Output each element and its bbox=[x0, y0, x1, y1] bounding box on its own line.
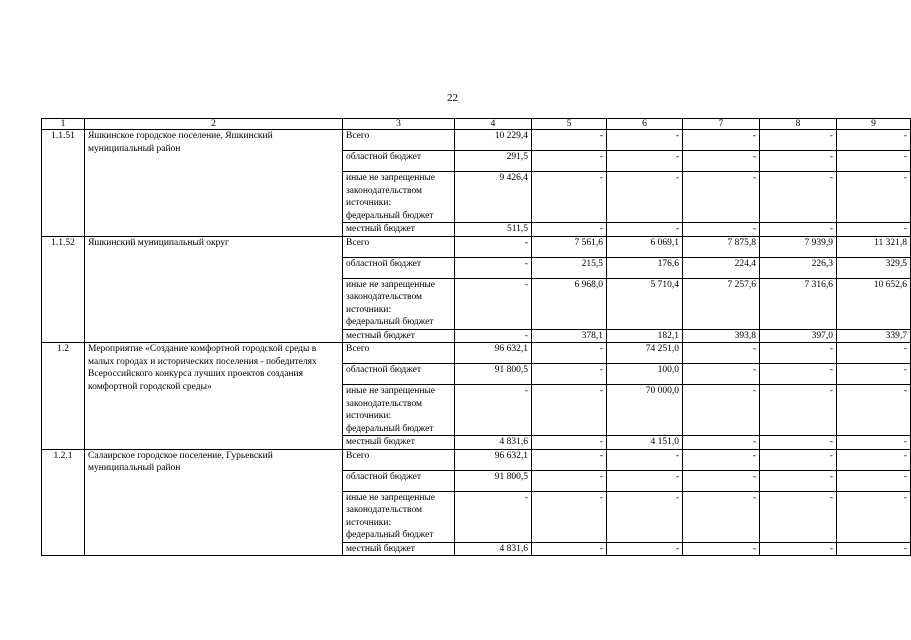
federal-budget-value: 7 316,6 bbox=[760, 278, 837, 329]
other-sources-cell bbox=[343, 491, 455, 542]
table-row bbox=[42, 449, 911, 470]
column-header: 8 bbox=[760, 119, 837, 130]
local-budget-value: - bbox=[455, 329, 532, 343]
total-value: - bbox=[837, 130, 911, 151]
regional-budget-value: - bbox=[532, 470, 607, 491]
total-label: Всего bbox=[343, 343, 455, 364]
federal-budget-value: - bbox=[760, 385, 837, 436]
regional-budget-value: - bbox=[683, 151, 760, 172]
total-label: Всего bbox=[343, 130, 455, 151]
regional-budget-value: - bbox=[607, 151, 683, 172]
total-value: - bbox=[760, 343, 837, 364]
local-budget-value: 378,1 bbox=[532, 329, 607, 343]
regional-budget-value: - bbox=[760, 364, 837, 385]
regional-budget-label: областной бюджет bbox=[343, 364, 455, 385]
local-budget-value: 182,1 bbox=[607, 329, 683, 343]
total-label: Всего bbox=[343, 449, 455, 470]
column-header: 9 bbox=[837, 119, 911, 130]
local-budget-value: - bbox=[683, 542, 760, 556]
regional-budget-value: 91 800,5 bbox=[455, 470, 532, 491]
header-row bbox=[42, 119, 911, 130]
local-budget-value: - bbox=[683, 436, 760, 450]
local-budget-label: местный бюджет bbox=[343, 329, 455, 343]
total-value: - bbox=[532, 343, 607, 364]
total-value: - bbox=[683, 449, 760, 470]
regional-budget-value: - bbox=[683, 364, 760, 385]
local-budget-value: - bbox=[607, 223, 683, 237]
other-sources-cell bbox=[343, 385, 455, 436]
regional-budget-value: 176,6 bbox=[607, 257, 683, 278]
local-budget-value: - bbox=[760, 542, 837, 556]
regional-budget-value: - bbox=[837, 151, 911, 172]
local-budget-value: - bbox=[532, 542, 607, 556]
federal-budget-value: - bbox=[683, 491, 760, 542]
federal-budget-label: федеральный бюджет bbox=[346, 210, 434, 221]
regional-budget-value: 224,4 bbox=[683, 257, 760, 278]
row-name: Салаирское городское поселение, Гурьевский муниципальный район bbox=[85, 449, 343, 556]
total-value: - bbox=[455, 236, 532, 257]
column-header: 4 bbox=[455, 119, 532, 130]
regional-budget-label: областной бюджет bbox=[343, 151, 455, 172]
regional-budget-value: 329,5 bbox=[837, 257, 911, 278]
federal-budget-label: федеральный бюджет bbox=[346, 423, 434, 434]
local-budget-label: местный бюджет bbox=[343, 223, 455, 237]
local-budget-value: 4 831,6 bbox=[455, 436, 532, 450]
total-value: 74 251,0 bbox=[607, 343, 683, 364]
row-name: Яшкинский муниципальный округ bbox=[85, 236, 343, 343]
table-row bbox=[42, 343, 911, 364]
local-budget-value: 4 151,0 bbox=[607, 436, 683, 450]
row-name: Яшкинское городское поселение, Яшкинский муниципальный район bbox=[85, 130, 343, 237]
regional-budget-value: - bbox=[760, 151, 837, 172]
total-label: Всего bbox=[343, 236, 455, 257]
federal-budget-value: - bbox=[455, 385, 532, 436]
column-header: 3 bbox=[343, 119, 455, 130]
federal-budget-value: - bbox=[455, 278, 532, 329]
row-code: 1.2.1 bbox=[42, 449, 85, 556]
local-budget-value: - bbox=[532, 223, 607, 237]
regional-budget-value: - bbox=[455, 257, 532, 278]
federal-budget-value: - bbox=[837, 491, 911, 542]
total-value: 96 632,1 bbox=[455, 343, 532, 364]
total-value: - bbox=[607, 449, 683, 470]
federal-budget-value: 10 652,6 bbox=[837, 278, 911, 329]
regional-budget-value: - bbox=[532, 364, 607, 385]
total-value: 10 229,4 bbox=[455, 130, 532, 151]
regional-budget-value: 215,5 bbox=[532, 257, 607, 278]
federal-budget-value: - bbox=[760, 491, 837, 542]
local-budget-value: - bbox=[837, 542, 911, 556]
regional-budget-value: 226,3 bbox=[760, 257, 837, 278]
federal-budget-value: 5 710,4 bbox=[607, 278, 683, 329]
total-value: 7 561,6 bbox=[532, 236, 607, 257]
regional-budget-value: - bbox=[837, 470, 911, 491]
federal-budget-label: федеральный бюджет bbox=[346, 530, 434, 540]
regional-budget-value: - bbox=[837, 364, 911, 385]
table-row bbox=[42, 130, 911, 151]
other-sources-label: иные не запрещенные законодательством источники: bbox=[346, 386, 436, 421]
regional-budget-value: - bbox=[760, 470, 837, 491]
federal-budget-value: - bbox=[837, 385, 911, 436]
row-code: 1.1.52 bbox=[42, 236, 85, 343]
local-budget-value: 511,5 bbox=[455, 223, 532, 237]
local-budget-value: - bbox=[607, 542, 683, 556]
page-number: 22 bbox=[447, 92, 458, 104]
regional-budget-label: областной бюджет bbox=[343, 470, 455, 491]
total-value: - bbox=[837, 449, 911, 470]
column-header: 6 bbox=[607, 119, 683, 130]
local-budget-value: 4 831,6 bbox=[455, 542, 532, 556]
other-sources-label: иные не запрещенные законодательством источники: bbox=[346, 279, 436, 315]
other-sources-label: иные не запрещенные законодательством источники: bbox=[346, 173, 436, 208]
row-code: 1.1.51 bbox=[42, 130, 85, 237]
local-budget-label: местный бюджет bbox=[343, 436, 455, 450]
regional-budget-value: 100,0 bbox=[607, 364, 683, 385]
column-header: 1 bbox=[42, 119, 85, 130]
federal-budget-value: - bbox=[760, 172, 837, 223]
federal-budget-value: 70 000,0 bbox=[607, 385, 683, 436]
federal-budget-value: - bbox=[683, 172, 760, 223]
total-value: - bbox=[683, 130, 760, 151]
federal-budget-value: - bbox=[837, 172, 911, 223]
local-budget-label: местный бюджет bbox=[343, 542, 455, 556]
other-sources-cell bbox=[343, 172, 455, 223]
federal-budget-value: 6 968,0 bbox=[532, 278, 607, 329]
total-value: - bbox=[532, 130, 607, 151]
local-budget-value: - bbox=[837, 436, 911, 450]
federal-budget-value: - bbox=[607, 172, 683, 223]
federal-budget-value: - bbox=[607, 491, 683, 542]
local-budget-value: - bbox=[760, 223, 837, 237]
total-value: - bbox=[837, 343, 911, 364]
regional-budget-label: областной бюджет bbox=[343, 257, 455, 278]
column-header: 2 bbox=[85, 119, 343, 130]
regional-budget-value: - bbox=[607, 470, 683, 491]
column-header: 5 bbox=[532, 119, 607, 130]
total-value: 11 321,8 bbox=[837, 236, 911, 257]
total-value: 7 875,8 bbox=[683, 236, 760, 257]
budget-table bbox=[41, 118, 911, 556]
regional-budget-value: 91 800,5 bbox=[455, 364, 532, 385]
local-budget-value: - bbox=[683, 223, 760, 237]
other-sources-label: иные не запрещенные законодательством источники: bbox=[346, 492, 436, 528]
total-value: 96 632,1 bbox=[455, 449, 532, 470]
federal-budget-label: федеральный бюджет bbox=[346, 317, 434, 327]
local-budget-value: 393,8 bbox=[683, 329, 760, 343]
total-value: - bbox=[760, 130, 837, 151]
row-name: Мероприятие «Создание комфортной городской среды в малых городах и исторических поселения - победителях Всероссийского конкурса лучших проектов создания комфортной городской среды» bbox=[85, 343, 343, 450]
column-header: 7 bbox=[683, 119, 760, 130]
regional-budget-value: 291,5 bbox=[455, 151, 532, 172]
total-value: 6 069,1 bbox=[607, 236, 683, 257]
local-budget-value: - bbox=[532, 436, 607, 450]
regional-budget-value: - bbox=[683, 470, 760, 491]
federal-budget-value: - bbox=[683, 385, 760, 436]
local-budget-value: 397,0 bbox=[760, 329, 837, 343]
local-budget-value: - bbox=[760, 436, 837, 450]
federal-budget-value: - bbox=[532, 172, 607, 223]
total-value: 7 939,9 bbox=[760, 236, 837, 257]
federal-budget-value: - bbox=[532, 491, 607, 542]
other-sources-cell bbox=[343, 278, 455, 329]
federal-budget-value: - bbox=[455, 491, 532, 542]
table-row bbox=[42, 236, 911, 257]
total-value: - bbox=[683, 343, 760, 364]
federal-budget-value: 7 257,6 bbox=[683, 278, 760, 329]
total-value: - bbox=[760, 449, 837, 470]
total-value: - bbox=[532, 449, 607, 470]
total-value: - bbox=[607, 130, 683, 151]
federal-budget-value: - bbox=[532, 385, 607, 436]
row-code: 1.2 bbox=[42, 343, 85, 450]
local-budget-value: - bbox=[837, 223, 911, 237]
local-budget-value: 339,7 bbox=[837, 329, 911, 343]
regional-budget-value: - bbox=[532, 151, 607, 172]
federal-budget-value: 9 426,4 bbox=[455, 172, 532, 223]
